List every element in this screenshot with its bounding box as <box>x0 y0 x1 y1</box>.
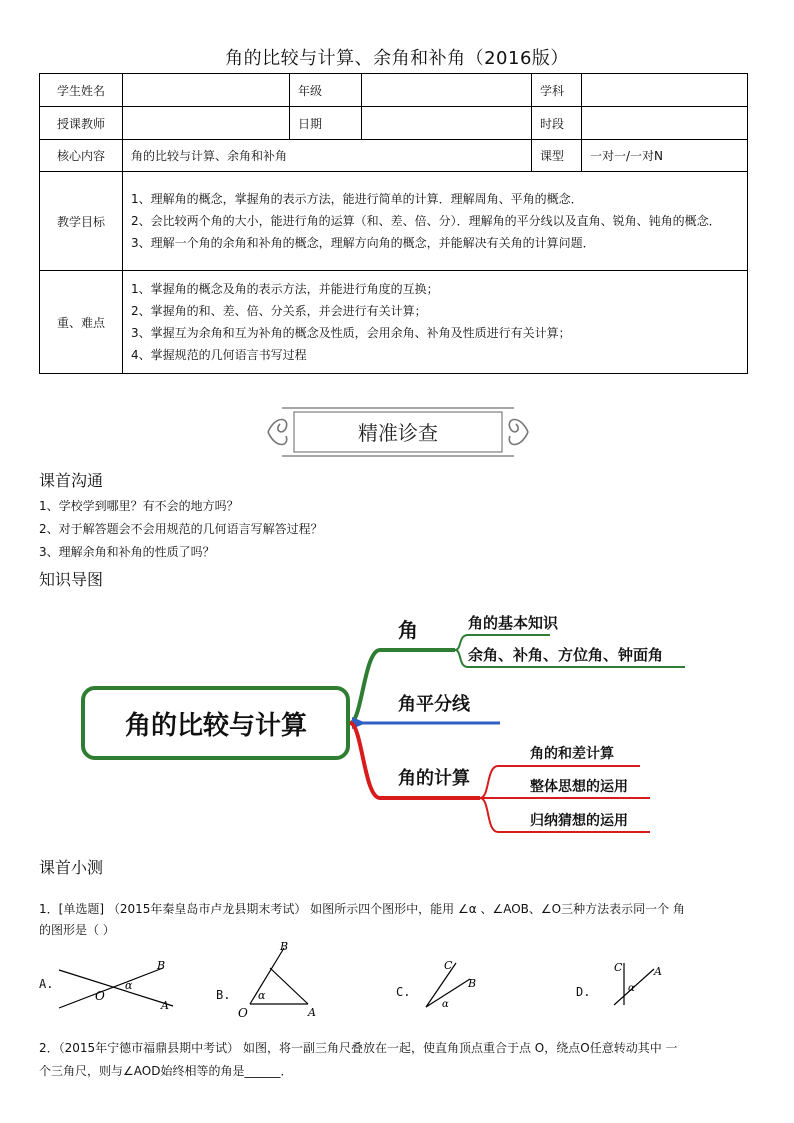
subbranch-label: 角的和差计算 <box>530 746 614 762</box>
banner-title: 精准诊查 <box>358 421 438 445</box>
teaching-goal-content <box>123 172 748 271</box>
key-item: 3、掌握互为余角和互为补角的概念及性质，会用余角、补角及性质进行有关计算； <box>131 326 571 340</box>
svg-text:O: O <box>238 1006 248 1020</box>
svg-text:α: α <box>125 979 133 992</box>
key-item: 2、掌握角的和、差、倍、分关系，并会进行有关计算； <box>131 304 427 318</box>
grade-cell[interactable] <box>362 74 532 107</box>
branch-bisector-label: 角平分线 <box>398 694 470 715</box>
option-b-figure <box>234 940 324 1020</box>
subject-cell[interactable] <box>582 74 748 107</box>
mindmap-center-label: 角的比较与计算 <box>124 711 308 741</box>
question-2-line-1: 2．（2015年宁德市福鼎县期中考试） 如图，将一副三角尺叠放在一起，使直角顶点重合于点 O，绕点O任意转动其中 一 <box>39 1041 678 1055</box>
left-ornament-icon <box>268 420 287 445</box>
subject-label: 学科 <box>532 74 582 107</box>
option-b-label[interactable]: B. <box>216 988 231 1002</box>
knowledge-mind-map <box>80 590 690 845</box>
student-name-cell[interactable] <box>123 74 290 107</box>
key-item: 1、掌握角的概念及角的表示方法，并能进行角度的互换； <box>131 282 439 296</box>
teacher-cell[interactable] <box>123 107 290 140</box>
teaching-goal-label: 教学目标 <box>40 172 123 271</box>
key-item: 4、掌握规范的几何语言书写过程 <box>131 348 307 362</box>
subbranch-label: 角的基本知识 <box>468 614 559 632</box>
goal-item: 1、理解角的概念，掌握角的表示方法，能进行简单的计算．理解周角、平角的概念． <box>131 192 583 206</box>
subbranch-label: 归纳猜想的运用 <box>530 813 628 829</box>
branch-calculation-label: 角的计算 <box>398 768 470 789</box>
period-label: 时段 <box>532 107 582 140</box>
subbranch-label: 整体思想的运用 <box>530 779 628 795</box>
communication-question: 1、学校学到哪里？有不会的地方吗？ <box>39 499 239 513</box>
page-title: 角的比较与计算、余角和补角（2016版） <box>225 48 569 69</box>
option-d-figure <box>604 955 674 1011</box>
option-c-figure <box>420 955 490 1011</box>
date-cell[interactable] <box>362 107 532 140</box>
svg-text:α: α <box>442 999 449 1010</box>
svg-text:A: A <box>161 999 169 1010</box>
right-ornament-icon <box>509 420 528 445</box>
option-d-label[interactable]: D. <box>576 985 591 999</box>
svg-text:O: O <box>95 989 105 1003</box>
svg-text:A: A <box>308 1006 316 1019</box>
svg-text:C: C <box>614 961 623 974</box>
svg-text:A: A <box>654 965 662 978</box>
communication-heading: 课首沟通 <box>39 471 104 490</box>
lesson-type-label: 课型 <box>532 140 582 172</box>
section-banner <box>264 400 532 464</box>
question-1-line-1: 1．[单选题] （2015年秦皇岛市卢龙县期末考试） 如图所示四个图形中，能用 ∠α 、∠AOB、∠O三种方法表示同一个 角 <box>39 902 685 916</box>
goal-item: 2、会比较两个角的大小，能进行角的运算（和、差、倍、分）．理解角的平分线以及直角、锐角、钝角的概念． <box>131 214 721 228</box>
goal-item: 3、理解一个角的余角和补角的概念，理解方向角的概念，并能解决有关角的计算问题． <box>131 236 595 250</box>
question-1-line-2: 的图形是（ ） <box>39 923 115 937</box>
lesson-info-table <box>39 73 748 374</box>
subbranch-label: 余角、补角、方位角、钟面角 <box>468 646 664 664</box>
svg-text:α: α <box>628 983 635 994</box>
svg-text:C: C <box>444 959 453 972</box>
question-2-line-2: 个三角尺，则与∠AOD始终相等的角是______． <box>39 1064 293 1078</box>
student-name-label: 学生姓名 <box>40 74 123 107</box>
communication-question: 3、理解余角和补角的性质了吗？ <box>39 545 215 559</box>
core-content-label: 核心内容 <box>40 140 123 172</box>
key-points-label: 重、难点 <box>40 271 123 374</box>
svg-text:B: B <box>157 959 166 972</box>
option-c-label[interactable]: C. <box>396 985 411 999</box>
svg-text:B: B <box>468 977 477 990</box>
pre-test-heading: 课首小测 <box>39 858 104 877</box>
branch-angle-label: 角 <box>398 618 418 642</box>
option-a-figure <box>55 958 185 1010</box>
key-points-content <box>123 271 748 374</box>
date-label: 日期 <box>290 107 362 140</box>
teacher-label: 授课教师 <box>40 107 123 140</box>
communication-question: 2、对于解答题会不会用规范的几何语言写解答过程？ <box>39 522 323 536</box>
svg-text:B: B <box>280 940 289 953</box>
option-a-label[interactable]: A. <box>39 977 54 991</box>
period-cell[interactable] <box>582 107 748 140</box>
lesson-type-value: 一对一/一对N <box>582 140 748 172</box>
core-content-value: 角的比较与计算、余角和补角 <box>123 140 532 172</box>
knowledge-map-heading: 知识导图 <box>39 570 104 589</box>
grade-label: 年级 <box>290 74 362 107</box>
svg-text:α: α <box>258 989 266 1002</box>
